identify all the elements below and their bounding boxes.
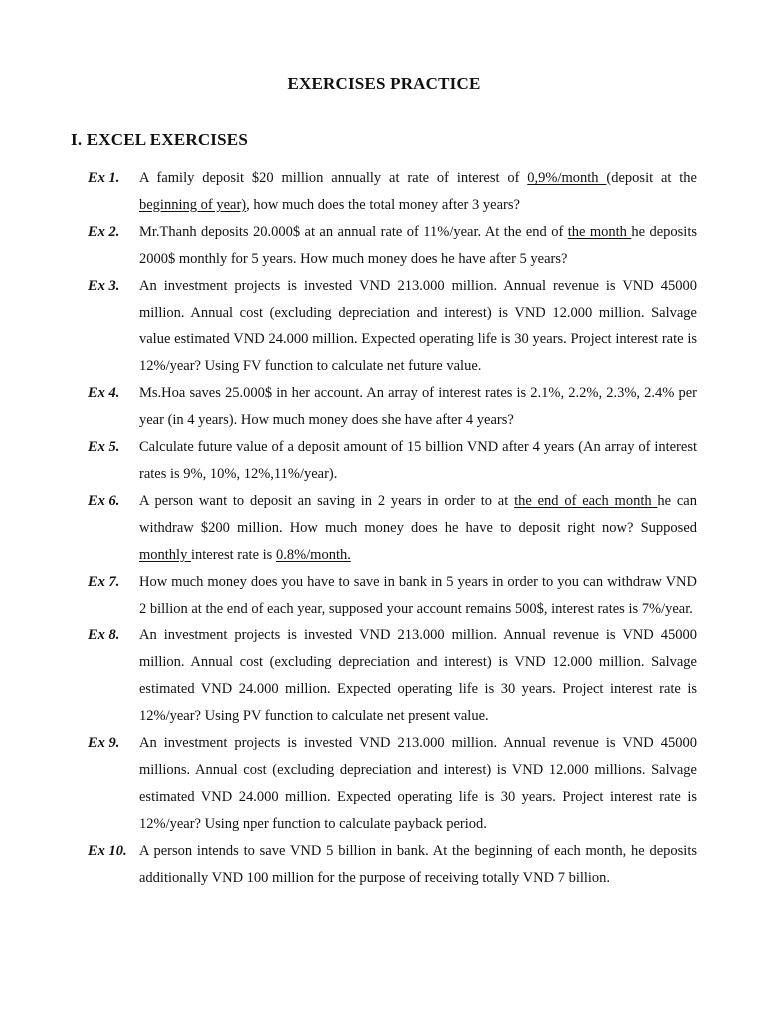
exercise-label: Ex 2. [88, 223, 120, 240]
exercise-list [88, 165, 697, 891]
exercise-text [139, 219, 697, 273]
exercise-item [88, 273, 697, 381]
exercise-underlined-text: 0.8%/month. [275, 546, 351, 563]
exercise-item [88, 622, 697, 730]
exercise-text-segment: he deposits 2000$ monthly for 5 years. How much money does he have after 5 years? [139, 223, 698, 267]
exercise-label: Ex 1. [88, 170, 120, 186]
exercise-underlined-text: 0,9%/month [527, 170, 607, 186]
exercise-text-segment: interest rate is [190, 546, 276, 563]
exercise-text-segment: Mr.Thanh deposits 20.000$ at an annual rate of 11%/year. At the end of [139, 223, 568, 240]
exercise-item [88, 838, 697, 892]
exercise-label: Ex 10. [88, 842, 127, 859]
exercise-label: Ex 8. [88, 627, 120, 644]
exercise-text: An investment projects is invested VND 213.000 million. Annual revenue is VND 45000 million. Annual cost (excluding depreciation and interest) is VND 12.000 million. Salvage estimated VND 24.000 million. Expected operating life is 30 years. Project interest rate is 12%/year? Using PV function to calculate net present value. [139, 627, 697, 725]
exercise-text [139, 488, 697, 569]
exercise-text: How much money does you have to save in bank in 5 years in order to you can withdraw VND 2 billion at the end of each year, supposed your account remains 500$, interest rates is 7%/year. [139, 573, 697, 617]
exercise-item [88, 569, 697, 623]
exercise-text: Ms.Hoa saves 25.000$ in her account. An array of interest rates is 2.1%, 2.2%, 2.3%, 2.4% per year (in 4 years). How much money does she have after 4 years? [139, 385, 697, 429]
exercise-underlined-text: the month [567, 223, 632, 240]
exercise-underlined-text: the end of each month [514, 492, 658, 509]
exercise-label: Ex 5. [88, 439, 120, 456]
exercise-text-segment: A person want to deposit an saving in 2 years in order to at [139, 492, 515, 509]
exercise-text: Calculate future value of a deposit amount of 15 billion VND after 4 years (An array of interest rates is 9%, 10%, 12%,11%/year). [139, 439, 697, 482]
exercise-item [88, 488, 697, 569]
exercise-text [139, 165, 697, 219]
exercise-label: Ex 7. [88, 573, 120, 590]
exercise-label: Ex 6. [88, 492, 120, 509]
exercise-label: Ex 3. [88, 277, 120, 294]
exercise-label: Ex 4. [88, 385, 120, 402]
document-title: EXERCISES PRACTICE [287, 74, 481, 93]
exercise-item [88, 730, 697, 838]
exercise-item [88, 165, 697, 219]
exercise-text: A person intends to save VND 5 billion in bank. At the beginning of each month, he deposits additionally VND 100 million for the purpose of receiving totally VND 7 billion. [139, 842, 697, 886]
exercise-underlined-text: monthly [139, 546, 191, 563]
exercise-item [88, 380, 697, 434]
exercise-text-segment: A family deposit $20 million annually at rate of interest of [139, 170, 528, 186]
exercise-text-segment: , how much does the total money after 3 years? [246, 196, 520, 213]
exercise-text: An investment projects is invested VND 213.000 million. Annual revenue is VND 45000 millions. Annual cost (excluding depreciation and interest) is VND 12.000 millions. Salvage estimated VND 24.000 million. Expected operating life is 30 years. Project interest rate is 12%/year? Using nper function to calculate payback period. [139, 735, 697, 832]
exercise-item [88, 219, 697, 273]
exercise-label: Ex 9. [88, 735, 120, 752]
exercise-text-segment: he can withdraw $200 million. How much money does he have to deposit right now? Supposed [139, 492, 697, 536]
section-heading: I. EXCEL EXERCISES [71, 130, 248, 149]
exercise-text-segment: (deposit at the [606, 170, 697, 186]
exercise-item [88, 434, 697, 488]
exercise-text: An investment projects is invested VND 213.000 million. Annual revenue is VND 45000 million. Annual cost (excluding depreciation and interest) is VND 12.000 million. Salvage value estimated VND 24.000 million. Expected operating life is 30 years. Project interest rate is 12%/year? Using FV function to calculate net future value. [139, 277, 697, 375]
exercise-underlined-text: beginning of year) [139, 196, 247, 213]
